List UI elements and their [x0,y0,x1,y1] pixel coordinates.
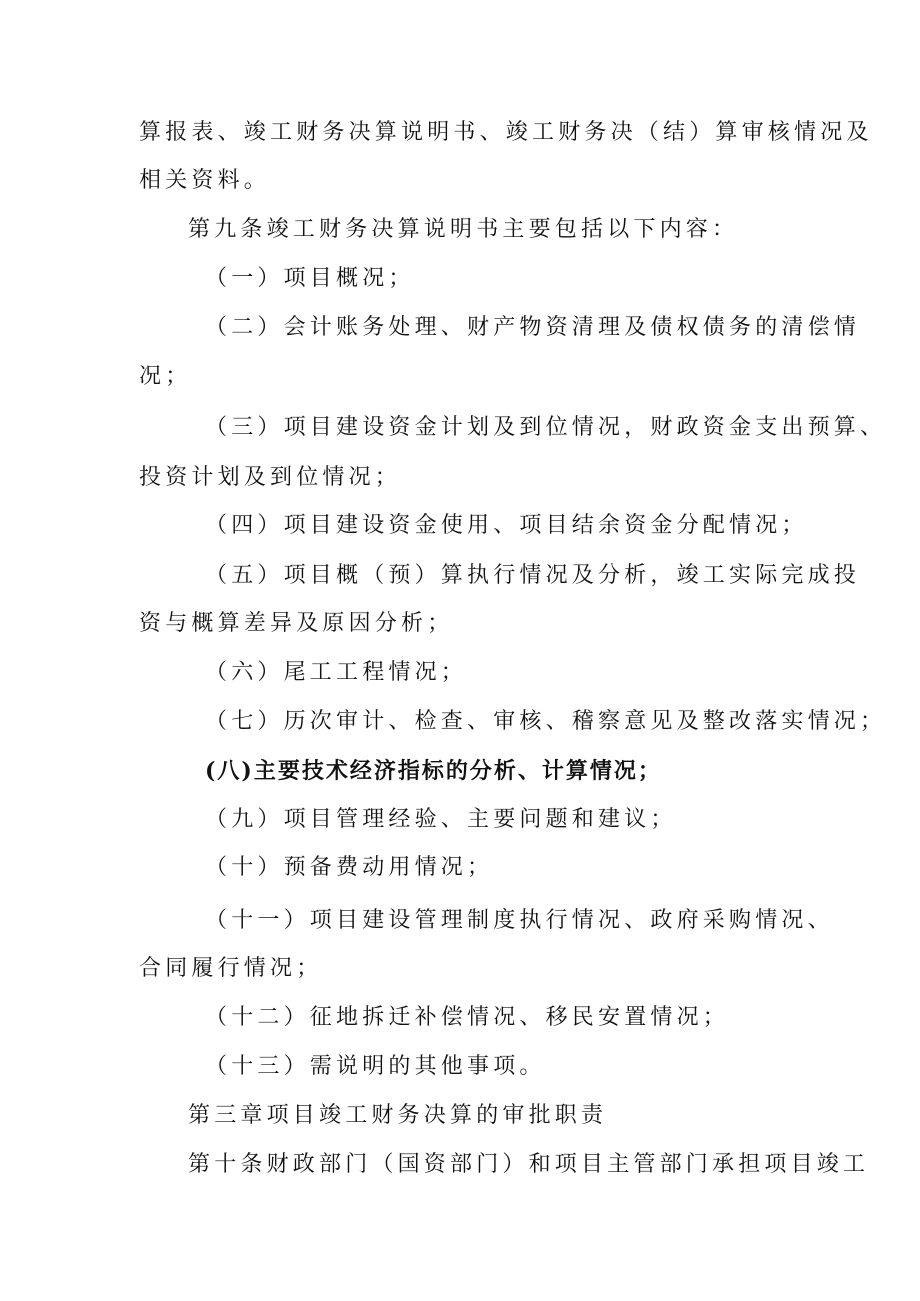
list-item: （十三）需说明的其他事项。 [205,1054,546,1079]
list-item: (八)主要技术经济指标的分析、计算情况； [205,758,662,784]
list-item: （十二）征地拆迁补偿情况、移民安置情况； [205,1005,730,1030]
article-heading: 第十条财政部门（国资部门）和项目主管部门承担项目竣工 [188,1152,870,1177]
list-item: （四）项目建设资金使用、项目结余资金分配情况； [205,513,808,538]
list-item: （六）尾工工程情况； [205,660,468,685]
list-item: （十）预备费动用情况； [205,855,494,880]
text-line: 算报表、竣工财务决算说明书、竣工财务决（结）算审核情况及 [139,120,873,145]
text-line: 相关资料。 [139,168,271,193]
text-line: 资与概算差异及原因分析； [139,611,454,636]
list-item: （五）项目概（预）算执行情况及分析，竣工实际完成投 [205,563,861,588]
article-heading: 第九条竣工财务决算说明书主要包括以下内容： [188,217,739,242]
text-line: 合同履行情况； [139,956,323,981]
list-item: （一）项目概况； [205,266,415,291]
list-item: （七）历次审计、检查、审核、稽察意见及整改落实情况； [205,709,887,734]
list-item: （十一）项目建设管理制度执行情况、政府采购情况、 [205,908,834,933]
list-item: （二）会计账务处理、财产物资清理及债权债务的清偿情 [205,315,861,340]
text-line: 况； [139,364,192,389]
list-item: （三）项目建设资金计划及到位情况，财政资金支出预算、 [205,415,887,440]
list-item: （九）项目管理经验、主要问题和建议； [205,807,677,832]
chapter-heading: 第三章项目竣工财务决算的审批职责 [188,1103,608,1128]
text-line: 投资计划及到位情况； [139,465,402,490]
